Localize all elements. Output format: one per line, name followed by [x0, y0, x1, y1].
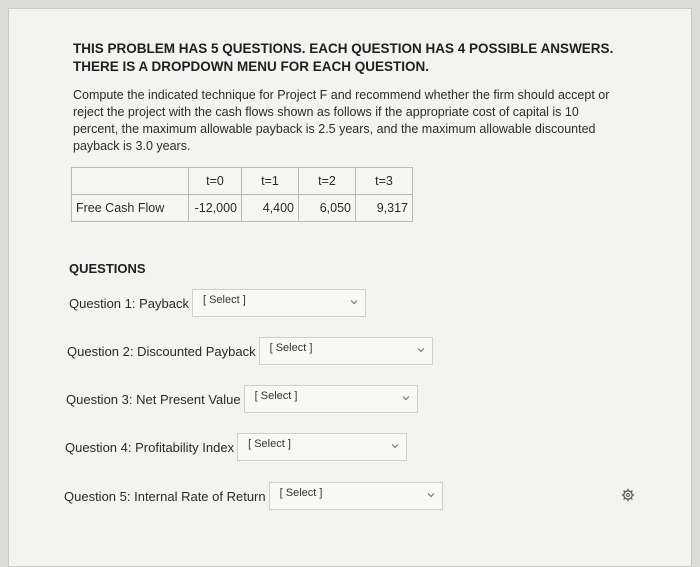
- table-cell: 6,050: [299, 195, 356, 222]
- dropdown-selected-text: [ Select ]: [248, 438, 291, 450]
- problem-page: [8, 8, 692, 567]
- question-row-5: [64, 482, 443, 510]
- table-cell: 4,400: [242, 195, 299, 222]
- question-3-dropdown[interactable]: [244, 385, 418, 413]
- question-label-1: Question 1: Payback: [69, 295, 189, 311]
- dropdown-selected-text: [ Select ]: [254, 390, 298, 402]
- question-5-dropdown[interactable]: [269, 482, 443, 510]
- question-row-2: [67, 337, 433, 365]
- question-row-4: [65, 433, 407, 461]
- table-header-cell: t=1: [242, 168, 299, 195]
- question-row-1: [69, 289, 366, 317]
- problem-instructions: Compute the indicated technique for Project F and recommend whether the firm should accept or reject the project with the cash flows shown as follows if the appropriate cost of capital is 10 percent, the maximum allowable payback is 2.5 years, and the maximum allowable discounted payback is 3.0 years.: [73, 88, 610, 153]
- table-header-cell: t=2: [299, 168, 356, 195]
- chevron-down-icon: [350, 298, 358, 306]
- chevron-down-icon: [391, 442, 399, 450]
- question-label-5: Question 5: Internal Rate of Return: [64, 488, 266, 504]
- dropdown-selected-text: [ Select ]: [279, 487, 323, 499]
- table-header-cell: t=3: [356, 168, 413, 195]
- questions-title: QUESTIONS: [69, 261, 146, 276]
- table-header-cell: [72, 168, 189, 195]
- question-row-3: [66, 385, 418, 413]
- question-label-2: Question 2: Discounted Payback: [67, 343, 256, 359]
- table-row: [72, 195, 413, 222]
- settings-gear-icon[interactable]: [621, 488, 635, 502]
- question-2-dropdown[interactable]: [259, 337, 433, 365]
- question-label-4: Question 4: Profitability Index: [65, 439, 235, 455]
- chevron-down-icon: [417, 346, 425, 354]
- row-label: Free Cash Flow: [72, 195, 189, 222]
- question-label-3: Question 3: Net Present Value: [66, 391, 241, 407]
- table-header-row: [72, 168, 413, 195]
- table-cell: -12,000: [189, 195, 242, 222]
- table-header-cell: t=0: [189, 168, 242, 195]
- question-4-dropdown[interactable]: [237, 433, 407, 461]
- table-cell: 9,317: [356, 195, 413, 222]
- chevron-down-icon: [402, 394, 410, 402]
- cash-flow-table: [71, 167, 413, 222]
- dropdown-selected-text: [ Select ]: [202, 294, 246, 306]
- chevron-down-icon: [427, 491, 435, 499]
- problem-heading: THIS PROBLEM HAS 5 QUESTIONS. EACH QUESTION HAS 4 POSSIBLE ANSWERS. THERE IS A DROPDOWN MENU FOR EACH QUESTION.: [73, 41, 614, 74]
- dropdown-selected-text: [ Select ]: [269, 342, 313, 354]
- question-1-dropdown[interactable]: [192, 289, 366, 317]
